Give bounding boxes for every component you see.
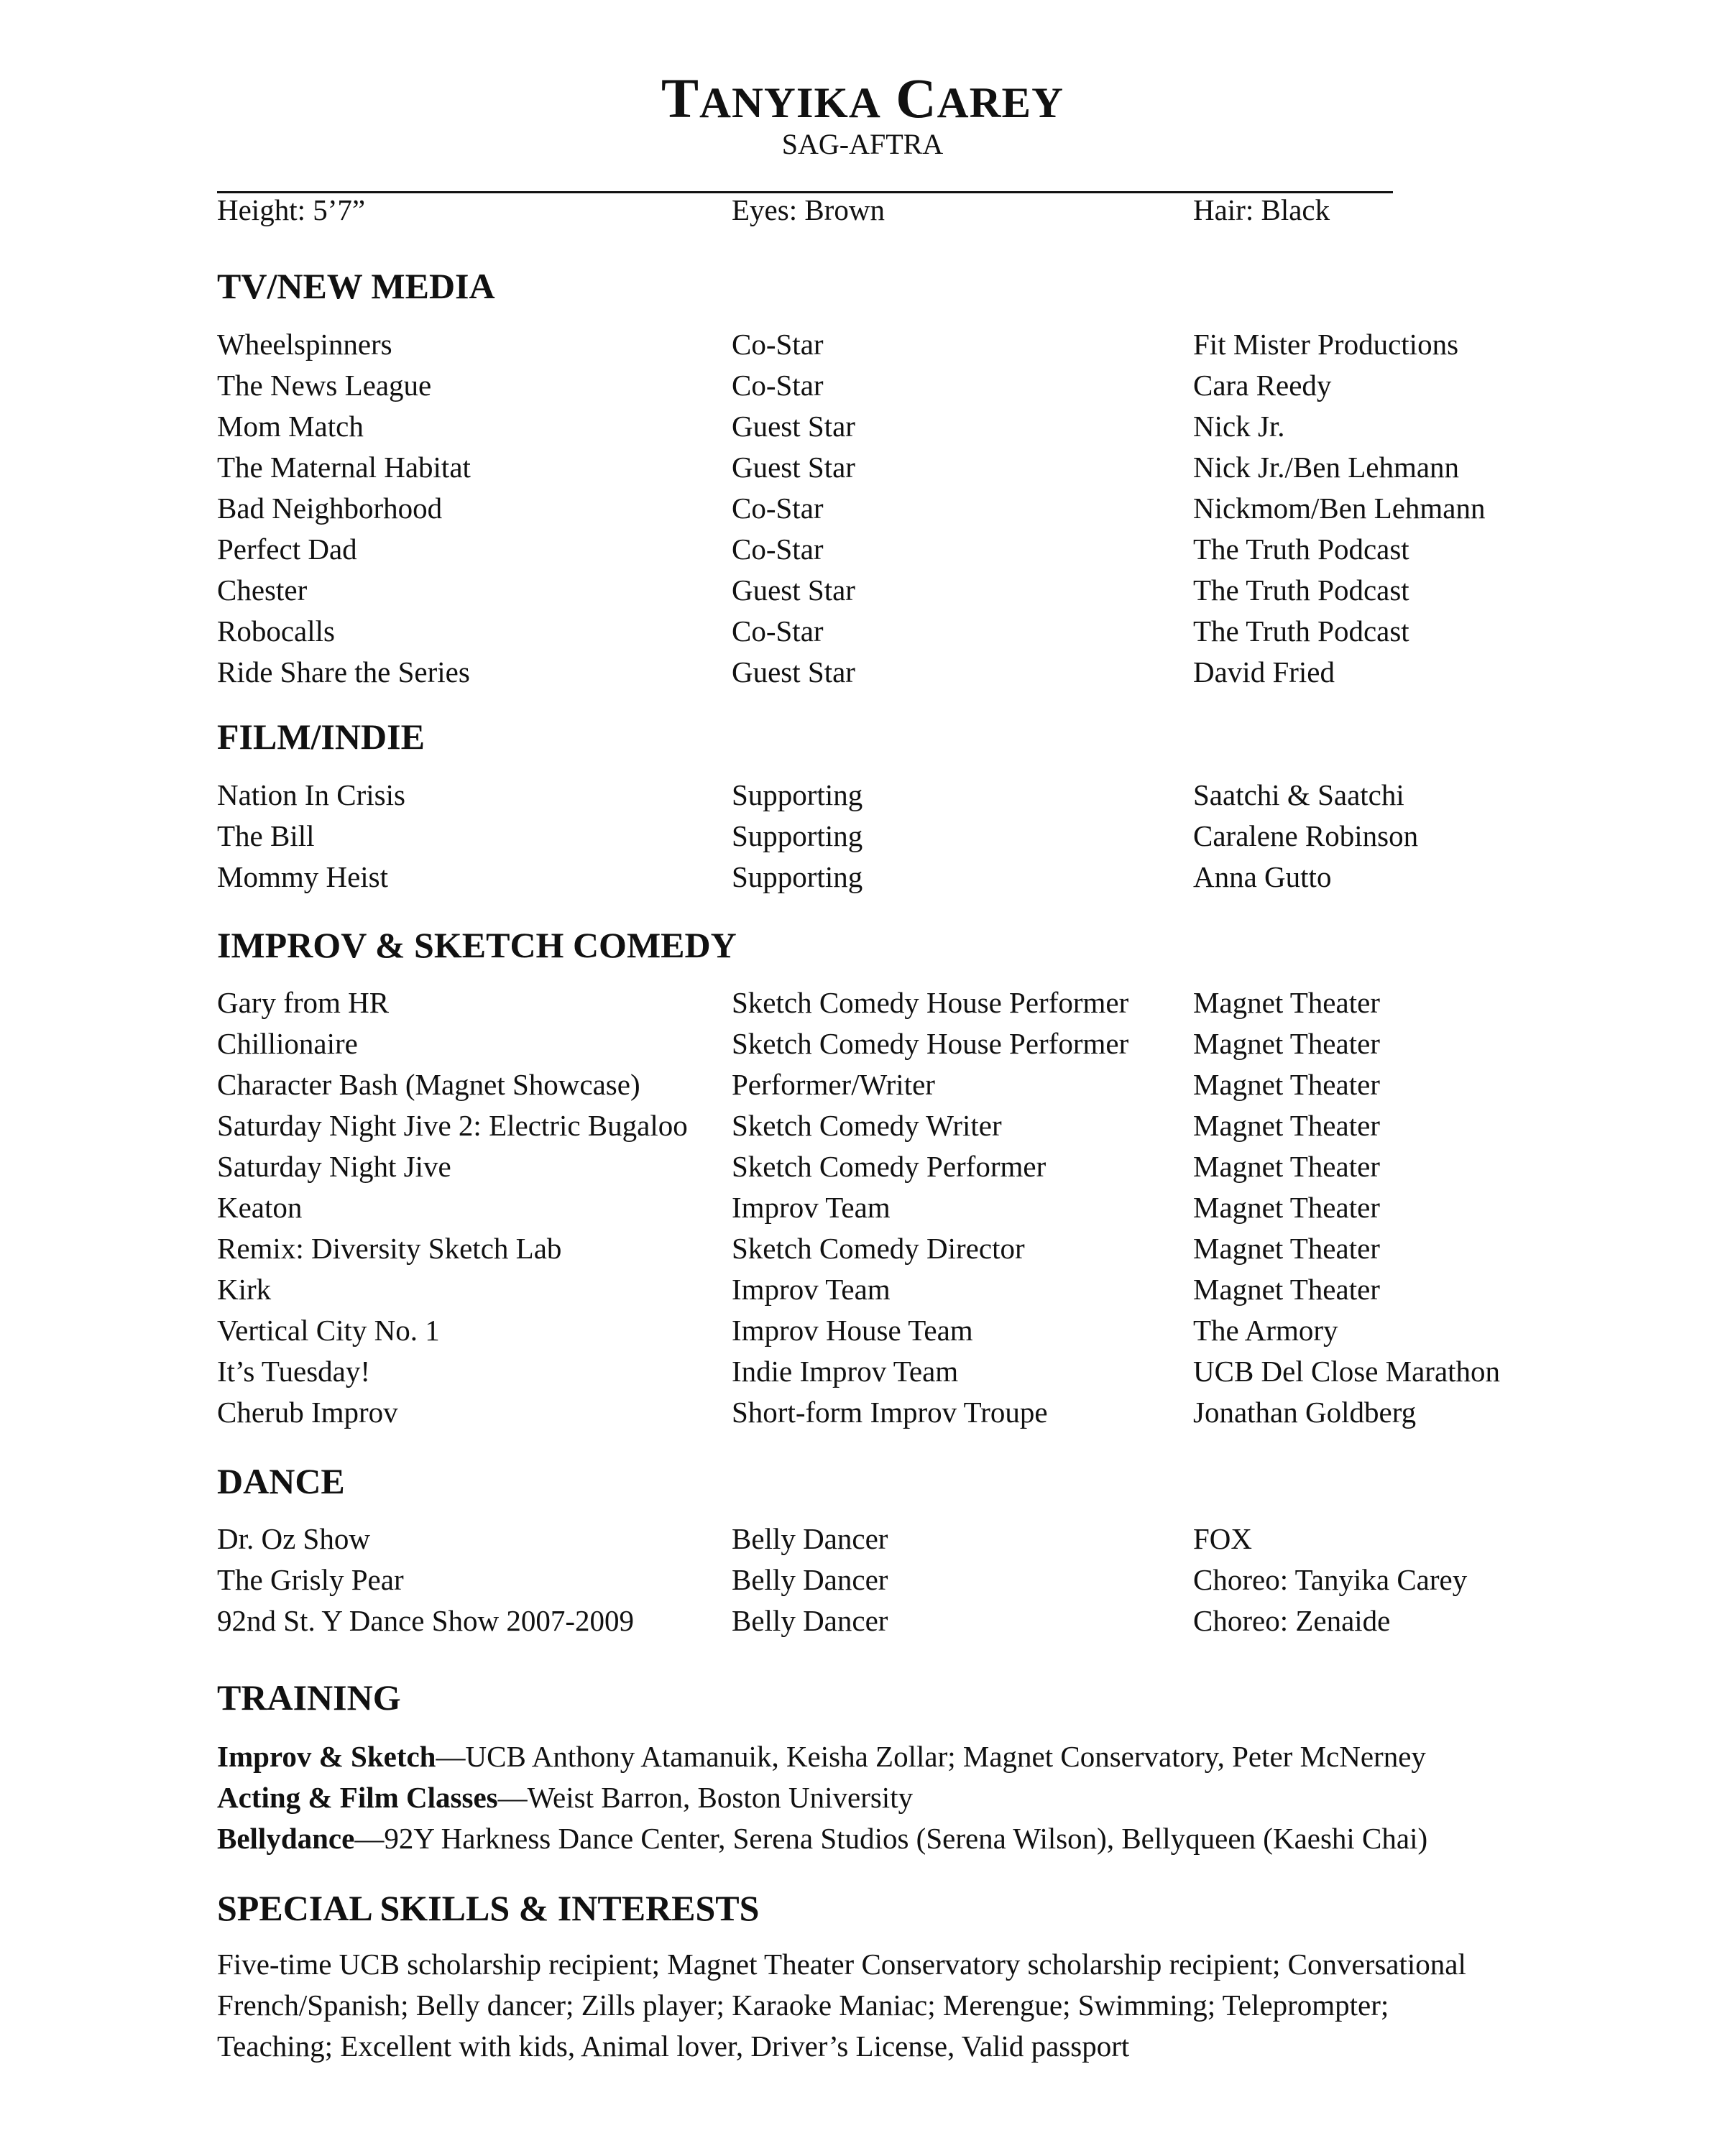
credit-role: Co-Star (732, 533, 824, 566)
credit-row (0, 1105, 1725, 1146)
credit-producer: Jonathan Goldberg (1193, 1396, 1417, 1429)
credit-producer: The Armory (1193, 1314, 1338, 1347)
credit-producer: Choreo: Zenaide (1193, 1604, 1391, 1637)
credit-role: Belly Dancer (732, 1563, 888, 1596)
training-label: Acting & Film Classes (217, 1781, 498, 1814)
credit-title: Kirk (217, 1273, 272, 1306)
credit-producer: Magnet Theater (1193, 1027, 1380, 1060)
credit-row (0, 775, 1725, 816)
credit-title: Remix: Diversity Sketch Lab (217, 1232, 562, 1265)
credit-row (0, 1023, 1725, 1064)
credit-role: Indie Improv Team (732, 1355, 959, 1388)
credit-producer: Nick Jr. (1193, 410, 1285, 443)
credit-title: The Bill (217, 819, 315, 852)
credit-row (0, 570, 1725, 611)
credit-role: Belly Dancer (732, 1604, 888, 1637)
credit-producer: The Truth Podcast (1193, 573, 1409, 607)
credit-title: Bad Neighborhood (217, 492, 443, 525)
credit-title: Chester (217, 573, 308, 607)
credit-row (0, 447, 1725, 488)
credit-producer: Anna Gutto (1193, 860, 1332, 893)
credit-title: It’s Tuesday! (217, 1355, 371, 1388)
credit-producer: Fit Mister Productions (1193, 328, 1459, 361)
credit-row (0, 1392, 1725, 1433)
credit-role: Guest Star (732, 655, 855, 688)
credit-producer: Caralene Robinson (1193, 819, 1419, 852)
credit-producer: UCB Del Close Marathon (1193, 1355, 1501, 1388)
credit-title: The Maternal Habitat (217, 451, 471, 484)
training-detail: —Weist Barron, Boston University (497, 1781, 914, 1814)
training-item (217, 1818, 1511, 1859)
credit-producer: Magnet Theater (1193, 1191, 1380, 1224)
skills-line: French/Spanish; Belly dancer; Zills player; Karaoke Maniac; Merengue; Swimming; Teleprompter; (217, 1989, 1389, 2022)
credit-role: Sketch Comedy House Performer (732, 1027, 1129, 1060)
credit-producer: Cara Reedy (1193, 369, 1332, 402)
section-heading-tv: TV/NEW MEDIA (217, 266, 495, 306)
credit-row (0, 1600, 1725, 1641)
credit-title: Perfect Dad (217, 533, 357, 566)
credit-role: Guest Star (732, 451, 855, 484)
section-heading-improv: IMPROV & SKETCH COMEDY (217, 925, 737, 965)
skills-line: Teaching; Excellent with kids, Animal lover, Driver’s License, Valid passport (217, 2030, 1130, 2063)
credit-producer: Magnet Theater (1193, 1273, 1380, 1306)
credit-producer: Magnet Theater (1193, 1068, 1380, 1101)
actor-name-text: TANYIKA CAREY (661, 67, 1064, 129)
credit-producer: Choreo: Tanyika Carey (1193, 1563, 1468, 1596)
section-heading-skills: SPECIAL SKILLS & INTERESTS (217, 1888, 760, 1928)
actor-name (0, 66, 1725, 136)
credit-row (0, 982, 1725, 1023)
credit-producer: David Fried (1193, 655, 1335, 688)
credit-row (0, 488, 1725, 529)
credit-producer: The Truth Podcast (1193, 533, 1409, 566)
credit-title: Dr. Oz Show (217, 1522, 370, 1555)
credit-title: Mommy Heist (217, 860, 389, 893)
credit-producer: FOX (1193, 1522, 1253, 1555)
credit-role: Improv Team (732, 1273, 891, 1306)
credit-row (0, 365, 1725, 406)
credit-row (0, 611, 1725, 652)
credit-row (0, 1146, 1725, 1187)
credit-title: Nation In Crisis (217, 778, 405, 811)
training-item (217, 1777, 1511, 1818)
credit-row (0, 652, 1725, 693)
credit-role: Co-Star (732, 492, 824, 525)
credit-row (0, 1560, 1725, 1600)
credit-role: Short-form Improv Troupe (732, 1396, 1048, 1429)
credit-role: Guest Star (732, 573, 855, 607)
credit-role: Sketch Comedy House Performer (732, 986, 1129, 1019)
credit-title: Cherub Improv (217, 1396, 398, 1429)
credit-title: Wheelspinners (217, 328, 392, 361)
credit-title: 92nd St. Y Dance Show 2007-2009 (217, 1604, 635, 1637)
credit-role: Belly Dancer (732, 1522, 888, 1555)
credit-row (0, 406, 1725, 447)
training-label: Bellydance (217, 1822, 355, 1855)
credit-title: Saturday Night Jive (217, 1150, 451, 1183)
credit-row (0, 529, 1725, 570)
credit-title: Robocalls (217, 614, 335, 648)
credit-producer: Magnet Theater (1193, 986, 1380, 1019)
credit-role: Supporting (732, 860, 863, 893)
credit-title: Character Bash (Magnet Showcase) (217, 1068, 640, 1101)
credit-producer: Magnet Theater (1193, 1109, 1380, 1142)
credit-row (0, 1269, 1725, 1310)
credit-title: Vertical City No. 1 (217, 1314, 440, 1347)
skills-line: Five-time UCB scholarship recipient; Magnet Theater Conservatory scholarship recipient; Conversational (217, 1948, 1466, 1981)
credit-row (0, 1351, 1725, 1392)
section-heading-film: FILM/INDIE (217, 717, 425, 757)
credit-role: Improv House Team (732, 1314, 973, 1347)
credit-role: Supporting (732, 778, 863, 811)
credit-title: The News League (217, 369, 432, 402)
credit-title: Gary from HR (217, 986, 390, 1019)
credit-title: Keaton (217, 1191, 303, 1224)
credit-title: Mom Match (217, 410, 364, 443)
section-heading-dance: DANCE (217, 1461, 345, 1501)
credit-producer: Magnet Theater (1193, 1232, 1380, 1265)
credit-role: Sketch Comedy Writer (732, 1109, 1002, 1142)
credit-role: Sketch Comedy Performer (732, 1150, 1046, 1183)
credit-role: Co-Star (732, 614, 824, 648)
stat-height: Height: 5’7” (217, 193, 366, 226)
credit-producer: Magnet Theater (1193, 1150, 1380, 1183)
credit-row (0, 1310, 1725, 1351)
stat-eyes: Eyes: Brown (732, 193, 885, 226)
credit-producer: Nick Jr./Ben Lehmann (1193, 451, 1460, 484)
credit-row (0, 1519, 1725, 1560)
training-detail: —UCB Anthony Atamanuik, Keisha Zollar; Magnet Conservatory, Peter McNerney (436, 1740, 1426, 1773)
credit-role: Guest Star (732, 410, 855, 443)
credit-title: Saturday Night Jive 2: Electric Bugaloo (217, 1109, 688, 1142)
credit-role: Supporting (732, 819, 863, 852)
credit-row (0, 816, 1725, 857)
stat-hair: Hair: Black (1193, 193, 1330, 226)
credit-title: Ride Share the Series (217, 655, 470, 688)
section-heading-training: TRAINING (217, 1677, 401, 1718)
credit-role: Co-Star (732, 328, 824, 361)
credit-role: Performer/Writer (732, 1068, 935, 1101)
credit-row (0, 1064, 1725, 1105)
stats-row (0, 190, 1725, 231)
credit-role: Co-Star (732, 369, 824, 402)
credit-role: Sketch Comedy Director (732, 1232, 1025, 1265)
credit-row (0, 857, 1725, 898)
credit-producer: Nickmom/Ben Lehmann (1193, 492, 1486, 525)
credit-title: The Grisly Pear (217, 1563, 404, 1596)
credit-producer: The Truth Podcast (1193, 614, 1409, 648)
training-label: Improv & Sketch (217, 1740, 436, 1773)
credit-producer: Saatchi & Saatchi (1193, 778, 1404, 811)
credit-role: Improv Team (732, 1191, 891, 1224)
training-detail: —92Y Harkness Dance Center, Serena Studios (Serena Wilson), Bellyqueen (Kaeshi Chai) (354, 1822, 1428, 1855)
credit-title: Chillionaire (217, 1027, 358, 1060)
training-item (217, 1736, 1511, 1777)
credit-row (0, 324, 1725, 365)
union-affiliation: SAG-AFTRA (781, 128, 944, 160)
credit-row (0, 1187, 1725, 1228)
credit-row (0, 1228, 1725, 1269)
